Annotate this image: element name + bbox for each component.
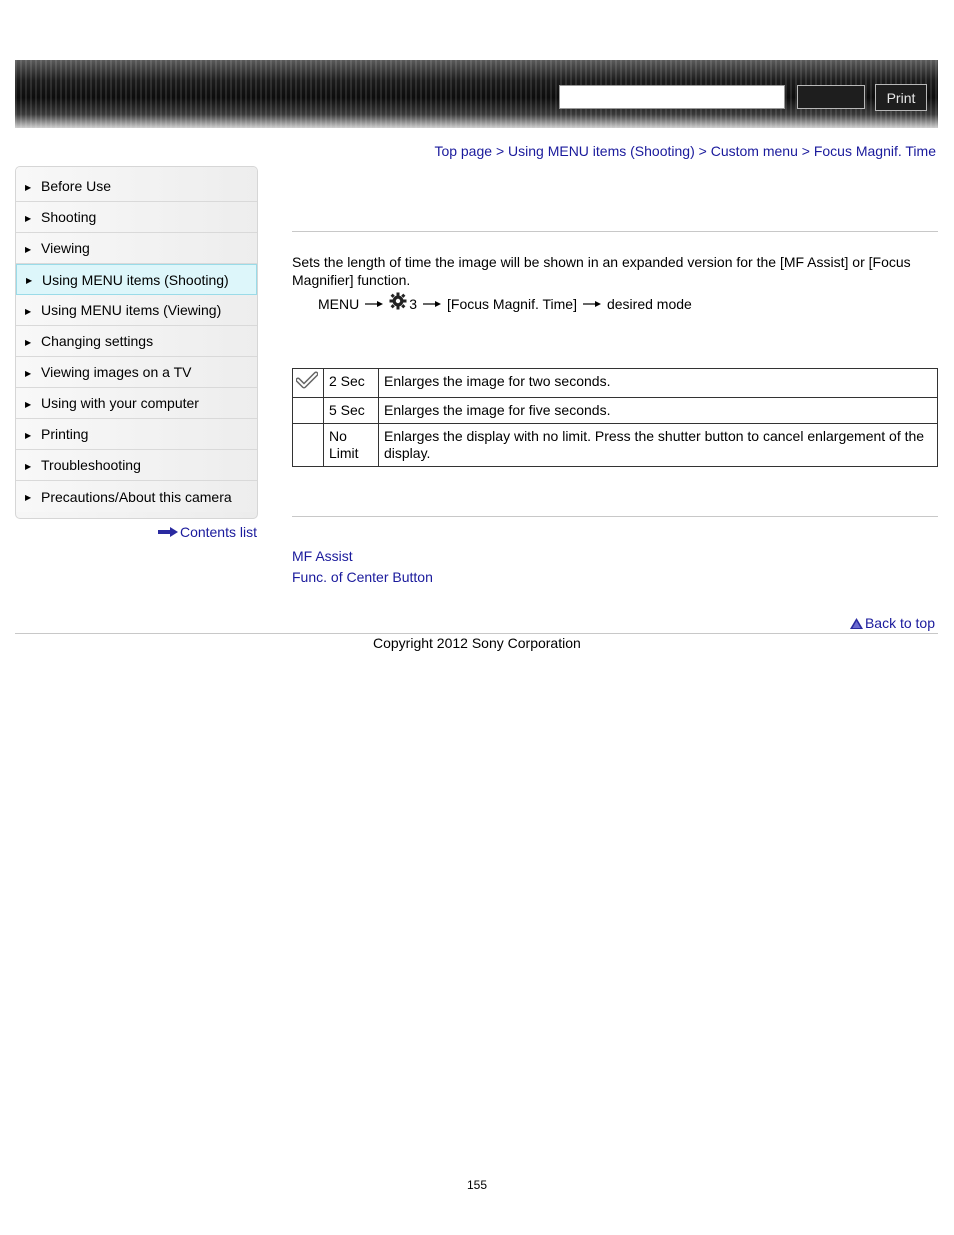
menu-path-item: [Focus Magnif. Time] <box>447 296 577 312</box>
triangle-right-icon: ▶ <box>25 493 32 502</box>
back-to-top-link[interactable] <box>850 615 935 631</box>
default-cell <box>293 424 324 467</box>
sidebar-item-label: Using MENU items (Shooting) <box>42 271 229 288</box>
sidebar-item-viewing-on-tv[interactable] <box>16 357 257 388</box>
print-button[interactable]: Print <box>875 84 927 111</box>
option-description: Enlarges the display with no limit. Press the shutter button to cancel enlargement of the display. <box>379 424 938 467</box>
sidebar-item-label: Shooting <box>41 209 97 225</box>
breadcrumb-custom-menu[interactable]: Custom menu <box>710 143 798 159</box>
options-table <box>292 368 938 467</box>
menu-path-tab-number: 3 <box>409 296 418 312</box>
sidebar-item-using-menu-viewing[interactable] <box>16 295 257 326</box>
option-name: 2 Sec <box>324 369 379 398</box>
triangle-right-icon: ▶ <box>26 276 33 285</box>
footer-divider <box>15 633 938 634</box>
related-link-func-center-button[interactable]: Func. of Center Button <box>292 569 433 585</box>
sidebar-item-label: Using MENU items (Viewing) <box>41 302 222 318</box>
triangle-right-icon: ▶ <box>25 461 32 471</box>
option-description: Enlarges the image for two seconds. <box>379 369 938 398</box>
table-row <box>293 398 938 424</box>
table-row <box>293 424 938 467</box>
option-description: Enlarges the image for five seconds. <box>379 398 938 424</box>
back-to-top-label: Back to top <box>864 615 935 631</box>
sidebar-item-before-use[interactable] <box>16 167 257 202</box>
default-cell <box>293 369 324 398</box>
sidebar-item-troubleshooting[interactable] <box>16 450 257 481</box>
triangle-right-icon: ▶ <box>25 244 32 254</box>
sidebar-item-using-menu-shooting[interactable] <box>16 264 257 295</box>
breadcrumb-separator: > <box>801 143 810 159</box>
breadcrumb-using-menu-shooting[interactable]: Using MENU items (Shooting) <box>508 143 695 159</box>
breadcrumb-separator: > <box>698 143 707 159</box>
breadcrumb-focus-magnif-time[interactable]: Focus Magnif. Time <box>813 143 936 159</box>
intro-text: Sets the length of time the image will be shown in an expanded version for the [MF Assist] or [Focus Magnifier] function. <box>292 254 911 288</box>
triangle-right-icon: ▶ <box>25 430 32 440</box>
menu-path-menu: MENU <box>318 296 360 312</box>
related-links <box>292 546 433 588</box>
title-divider <box>292 231 938 232</box>
default-cell <box>293 398 324 424</box>
triangle-right-icon: ▶ <box>25 306 32 316</box>
menu-path <box>318 296 692 312</box>
sidebar-item-label: Viewing <box>41 240 90 256</box>
breadcrumb-top-page[interactable]: Top page <box>434 143 493 159</box>
sidebar-item-label: Using with your computer <box>41 395 199 411</box>
triangle-right-icon: ▶ <box>25 213 32 223</box>
breadcrumb-separator: > <box>495 143 505 159</box>
sidebar-item-using-with-computer[interactable] <box>16 388 257 419</box>
menu-path-target: desired mode <box>606 296 692 312</box>
sidebar-item-label: Viewing images on a TV <box>41 364 192 380</box>
sidebar-nav <box>15 166 258 519</box>
triangle-right-icon: ▶ <box>25 337 32 347</box>
sidebar-item-label: Troubleshooting <box>41 457 141 473</box>
table-row <box>293 369 938 398</box>
triangle-right-icon: ▶ <box>25 182 32 192</box>
sidebar-item-shooting[interactable] <box>16 202 257 233</box>
triangle-up-icon <box>850 618 863 629</box>
contents-list-link[interactable] <box>158 524 257 540</box>
breadcrumb <box>434 143 936 159</box>
triangle-right-icon: ▶ <box>25 368 32 378</box>
checkmark-icon <box>296 371 318 389</box>
sidebar-item-printing[interactable] <box>16 419 257 450</box>
search-input[interactable] <box>559 85 785 109</box>
sidebar-item-viewing[interactable] <box>16 233 257 264</box>
page-number: 155 <box>466 1178 488 1192</box>
option-name: No Limit <box>324 424 379 467</box>
triangle-right-icon: ▶ <box>25 399 32 409</box>
arrow-right-icon <box>583 300 601 308</box>
copyright-text: Copyright 2012 Sony Corporation <box>373 635 581 651</box>
related-divider <box>292 516 938 517</box>
sidebar-item-label: Before Use <box>41 178 112 194</box>
sidebar-item-label: Precautions/About this camera <box>41 488 232 505</box>
arrow-right-icon <box>365 300 383 308</box>
sidebar-item-precautions[interactable] <box>16 481 257 512</box>
sidebar-item-changing-settings[interactable] <box>16 326 257 357</box>
arrow-right-icon <box>158 527 178 537</box>
arrow-right-icon <box>423 300 441 308</box>
sidebar-item-label: Changing settings <box>41 333 154 349</box>
sidebar-item-label: Printing <box>41 426 89 442</box>
search-button[interactable] <box>797 85 865 109</box>
option-name: 5 Sec <box>324 398 379 424</box>
related-link-mf-assist[interactable]: MF Assist <box>292 548 353 564</box>
contents-list-label: Contents list <box>179 524 257 540</box>
gear-icon <box>389 292 407 310</box>
